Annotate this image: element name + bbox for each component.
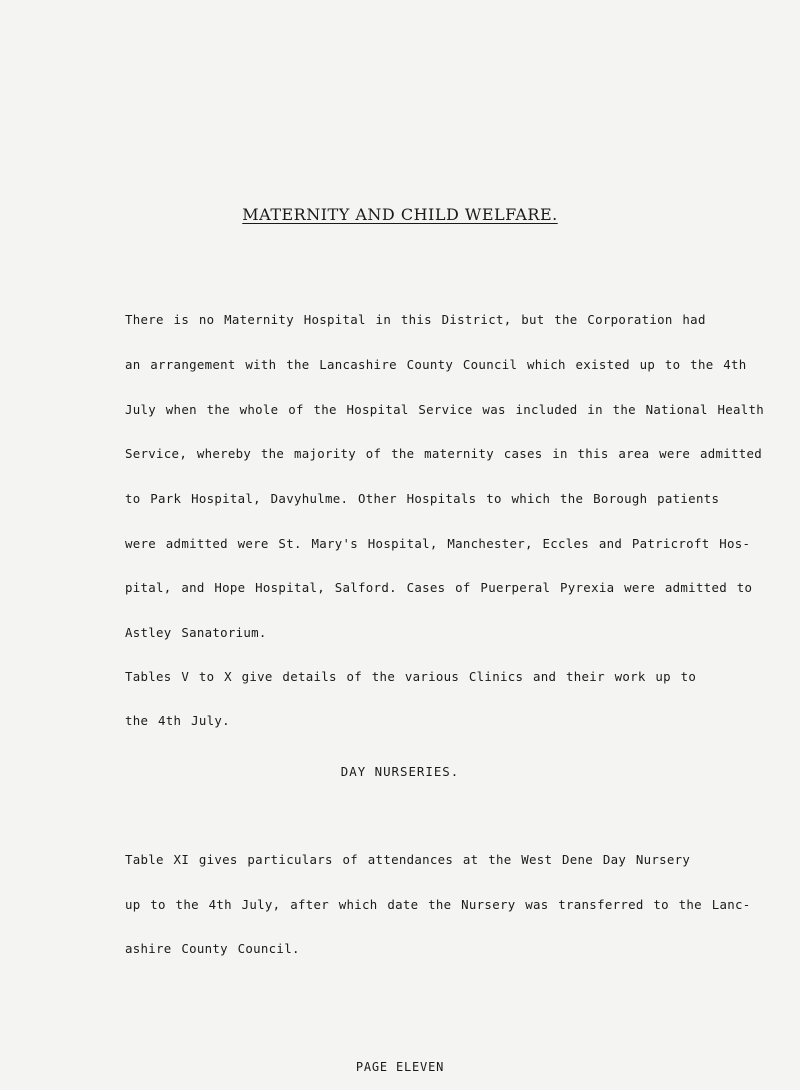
page-title: MATERNITY AND CHILD WELFARE.: [242, 205, 558, 224]
paragraph-line: July when the whole of the Hospital Service was included in the National Health: [125, 402, 765, 417]
paragraph-line: Astley Sanatorium.: [125, 625, 267, 640]
paragraph-line: There is no Maternity Hospital in this District, but the Corporation had: [125, 312, 706, 327]
paragraph-line: Service, whereby the majority of the maternity cases in this area were admitted: [125, 446, 763, 461]
section-heading: DAY NURSERIES.: [340, 764, 460, 779]
paragraph-line: to Park Hospital, Davyhulme. Other Hospitals to which the Borough patients: [125, 491, 720, 506]
page-footer: PAGE ELEVEN: [355, 1060, 445, 1074]
paragraph-line: the 4th July.: [125, 713, 230, 728]
paragraph-line: Table XI gives particulars of attendances at the West Dene Day Nursery: [125, 852, 691, 867]
paragraph-line: were admitted were St. Mary's Hospital, Manchester, Eccles and Patricroft Hos-: [125, 536, 751, 551]
paragraph-line: an arrangement with the Lancashire County Council which existed up to the 4th: [125, 357, 747, 372]
paragraph-line: up to the 4th July, after which date the Nursery was transferred to the Lanc-: [125, 897, 751, 912]
paragraph-line: ashire County Council.: [125, 941, 300, 956]
paragraph-line: Tables V to X give details of the various Clinics and their work up to: [125, 669, 697, 684]
paragraph-line: pital, and Hope Hospital, Salford. Cases of Puerperal Pyrexia were admitted to: [125, 580, 753, 595]
